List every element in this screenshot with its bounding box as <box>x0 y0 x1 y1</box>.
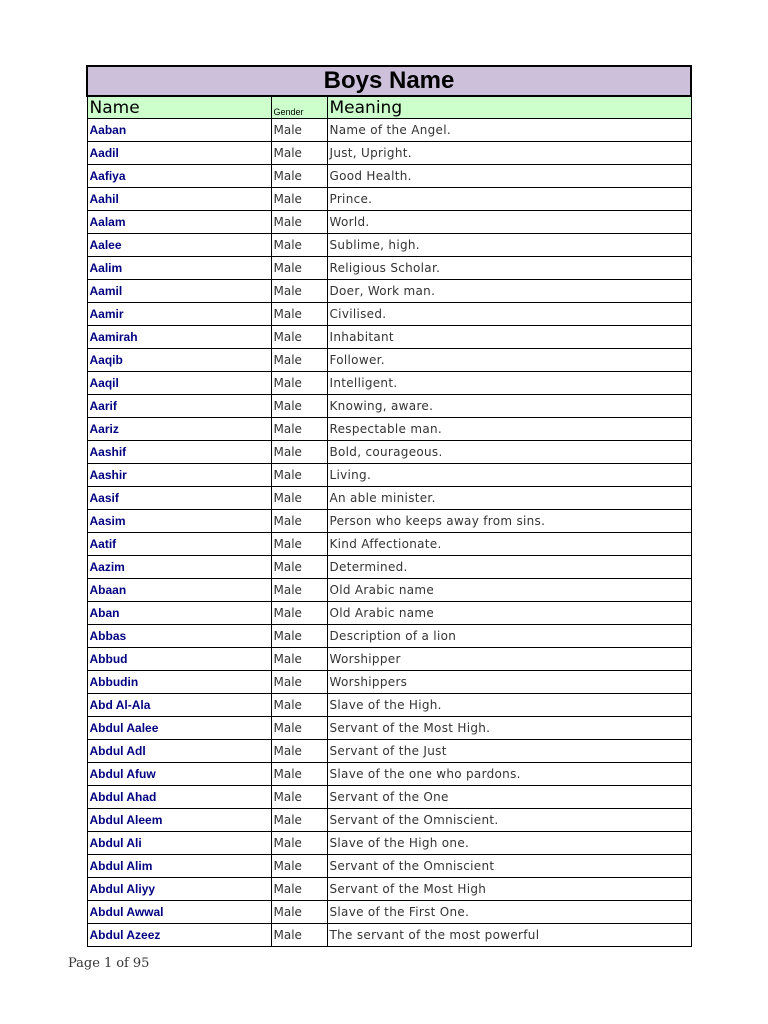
gender-cell: Male <box>271 510 327 533</box>
meaning-cell: Slave of the High. <box>327 694 691 717</box>
meaning-cell: The servant of the most powerful <box>327 924 691 947</box>
name-cell: Aaqil <box>87 372 271 395</box>
title-row <box>87 66 691 96</box>
meaning-cell: Person who keeps away from sins. <box>327 510 691 533</box>
table-row <box>87 763 691 786</box>
meaning-cell: Religious Scholar. <box>327 257 691 280</box>
table-row <box>87 487 691 510</box>
gender-cell: Male <box>271 464 327 487</box>
meaning-cell: Determined. <box>327 556 691 579</box>
column-header-meaning: Meaning <box>327 96 691 119</box>
name-cell: Aariz <box>87 418 271 441</box>
gender-cell: Male <box>271 533 327 556</box>
gender-cell: Male <box>271 211 327 234</box>
table-row <box>87 809 691 832</box>
meaning-cell: Worshippers <box>327 671 691 694</box>
page-total: 95 <box>132 956 150 971</box>
name-cell: Aaqib <box>87 349 271 372</box>
meaning-cell: Old Arabic name <box>327 579 691 602</box>
name-cell: Abdul Azeez <box>87 924 271 947</box>
table-row <box>87 901 691 924</box>
meaning-cell: Name of the Angel. <box>327 119 691 142</box>
gender-cell: Male <box>271 694 327 717</box>
gender-cell: Male <box>271 924 327 947</box>
gender-cell: Male <box>271 119 327 142</box>
table-row <box>87 625 691 648</box>
meaning-cell: Good Health. <box>327 165 691 188</box>
name-cell: Aalam <box>87 211 271 234</box>
name-cell: Abdul Awwal <box>87 901 271 924</box>
table-row <box>87 694 691 717</box>
name-cell: Abdul Aliyy <box>87 878 271 901</box>
table-row <box>87 165 691 188</box>
name-cell: Aalee <box>87 234 271 257</box>
meaning-cell: Living. <box>327 464 691 487</box>
table-title: Boys Name <box>87 66 691 96</box>
meaning-cell: Slave of the one who pardons. <box>327 763 691 786</box>
name-cell: Aamirah <box>87 326 271 349</box>
gender-cell: Male <box>271 326 327 349</box>
table-row <box>87 740 691 763</box>
name-cell: Aazim <box>87 556 271 579</box>
gender-cell: Male <box>271 809 327 832</box>
meaning-cell: Just, Upright. <box>327 142 691 165</box>
name-cell: Aasif <box>87 487 271 510</box>
name-cell: Aalim <box>87 257 271 280</box>
table-row <box>87 878 691 901</box>
table-row <box>87 510 691 533</box>
gender-cell: Male <box>271 257 327 280</box>
table-row <box>87 671 691 694</box>
meaning-cell: Slave of the High one. <box>327 832 691 855</box>
table-row <box>87 579 691 602</box>
meaning-cell: Servant of the Most High. <box>327 717 691 740</box>
name-cell: Aashir <box>87 464 271 487</box>
table-row <box>87 602 691 625</box>
gender-cell: Male <box>271 648 327 671</box>
table-row <box>87 349 691 372</box>
name-cell: Abaan <box>87 579 271 602</box>
column-header-gender: Gender <box>271 96 327 119</box>
meaning-cell: Prince. <box>327 188 691 211</box>
table-row <box>87 234 691 257</box>
name-cell: Aatif <box>87 533 271 556</box>
table-row <box>87 326 691 349</box>
table-row <box>87 556 691 579</box>
name-cell: Aafiya <box>87 165 271 188</box>
table-body <box>87 119 691 947</box>
page-number: 1 <box>103 956 113 971</box>
meaning-cell: Description of a lion <box>327 625 691 648</box>
table-row <box>87 786 691 809</box>
table-row <box>87 303 691 326</box>
name-cell: Abbudin <box>87 671 271 694</box>
table-row <box>87 464 691 487</box>
meaning-cell: Respectable man. <box>327 418 691 441</box>
table-row <box>87 924 691 947</box>
name-cell: Abdul Ahad <box>87 786 271 809</box>
name-cell: Aaban <box>87 119 271 142</box>
gender-cell: Male <box>271 234 327 257</box>
table-row <box>87 142 691 165</box>
meaning-cell: Servant of the Omniscient. <box>327 809 691 832</box>
gender-cell: Male <box>271 832 327 855</box>
table-row <box>87 280 691 303</box>
table-row <box>87 717 691 740</box>
gender-cell: Male <box>271 441 327 464</box>
header-row <box>87 96 691 119</box>
name-cell: Aarif <box>87 395 271 418</box>
gender-cell: Male <box>271 280 327 303</box>
meaning-cell: Kind Affectionate. <box>327 533 691 556</box>
meaning-cell: Civilised. <box>327 303 691 326</box>
page-label: Page <box>68 956 100 971</box>
meaning-cell: Servant of the Most High <box>327 878 691 901</box>
gender-cell: Male <box>271 188 327 211</box>
meaning-cell: Inhabitant <box>327 326 691 349</box>
name-cell: Abdul Aleem <box>87 809 271 832</box>
name-cell: Aban <box>87 602 271 625</box>
column-header-name: Name <box>87 96 271 119</box>
name-cell: Abd Al-Ala <box>87 694 271 717</box>
gender-cell: Male <box>271 763 327 786</box>
gender-cell: Male <box>271 418 327 441</box>
meaning-cell: Old Arabic name <box>327 602 691 625</box>
table-row <box>87 648 691 671</box>
meaning-cell: Sublime, high. <box>327 234 691 257</box>
names-sheet <box>86 65 690 942</box>
name-cell: Abdul Aalee <box>87 717 271 740</box>
table-row <box>87 188 691 211</box>
of-label: of <box>116 956 129 971</box>
name-cell: Abbas <box>87 625 271 648</box>
gender-cell: Male <box>271 579 327 602</box>
gender-cell: Male <box>271 786 327 809</box>
meaning-cell: Bold, courageous. <box>327 441 691 464</box>
meaning-cell: World. <box>327 211 691 234</box>
gender-cell: Male <box>271 901 327 924</box>
gender-cell: Male <box>271 349 327 372</box>
table-row <box>87 533 691 556</box>
gender-cell: Male <box>271 142 327 165</box>
gender-cell: Male <box>271 878 327 901</box>
table-row <box>87 257 691 280</box>
table-row <box>87 372 691 395</box>
table-row <box>87 441 691 464</box>
meaning-cell: Follower. <box>327 349 691 372</box>
meaning-cell: Servant of the One <box>327 786 691 809</box>
gender-cell: Male <box>271 855 327 878</box>
name-cell: Aashif <box>87 441 271 464</box>
meaning-cell: Knowing, aware. <box>327 395 691 418</box>
name-cell: Abdul Afuw <box>87 763 271 786</box>
meaning-cell: Intelligent. <box>327 372 691 395</box>
gender-cell: Male <box>271 303 327 326</box>
table-row <box>87 855 691 878</box>
meaning-cell: Servant of the Just <box>327 740 691 763</box>
meaning-cell: Servant of the Omniscient <box>327 855 691 878</box>
table-row <box>87 119 691 142</box>
table-row <box>87 418 691 441</box>
gender-cell: Male <box>271 556 327 579</box>
meaning-cell: An able minister. <box>327 487 691 510</box>
name-cell: Abdul Alim <box>87 855 271 878</box>
name-cell: Aahil <box>87 188 271 211</box>
gender-cell: Male <box>271 671 327 694</box>
name-cell: Aadil <box>87 142 271 165</box>
name-cell: Abbud <box>87 648 271 671</box>
name-cell: Aasim <box>87 510 271 533</box>
name-cell: Aamir <box>87 303 271 326</box>
name-cell: Abdul Ali <box>87 832 271 855</box>
page-footer <box>68 956 153 971</box>
gender-cell: Male <box>271 165 327 188</box>
name-cell: Aamil <box>87 280 271 303</box>
table-row <box>87 211 691 234</box>
meaning-cell: Slave of the First One. <box>327 901 691 924</box>
name-cell: Abdul Adl <box>87 740 271 763</box>
gender-cell: Male <box>271 487 327 510</box>
table-row <box>87 832 691 855</box>
names-table <box>86 65 692 947</box>
gender-cell: Male <box>271 625 327 648</box>
meaning-cell: Worshipper <box>327 648 691 671</box>
table-row <box>87 395 691 418</box>
gender-cell: Male <box>271 372 327 395</box>
gender-cell: Male <box>271 717 327 740</box>
meaning-cell: Doer, Work man. <box>327 280 691 303</box>
gender-cell: Male <box>271 395 327 418</box>
gender-cell: Male <box>271 740 327 763</box>
gender-cell: Male <box>271 602 327 625</box>
